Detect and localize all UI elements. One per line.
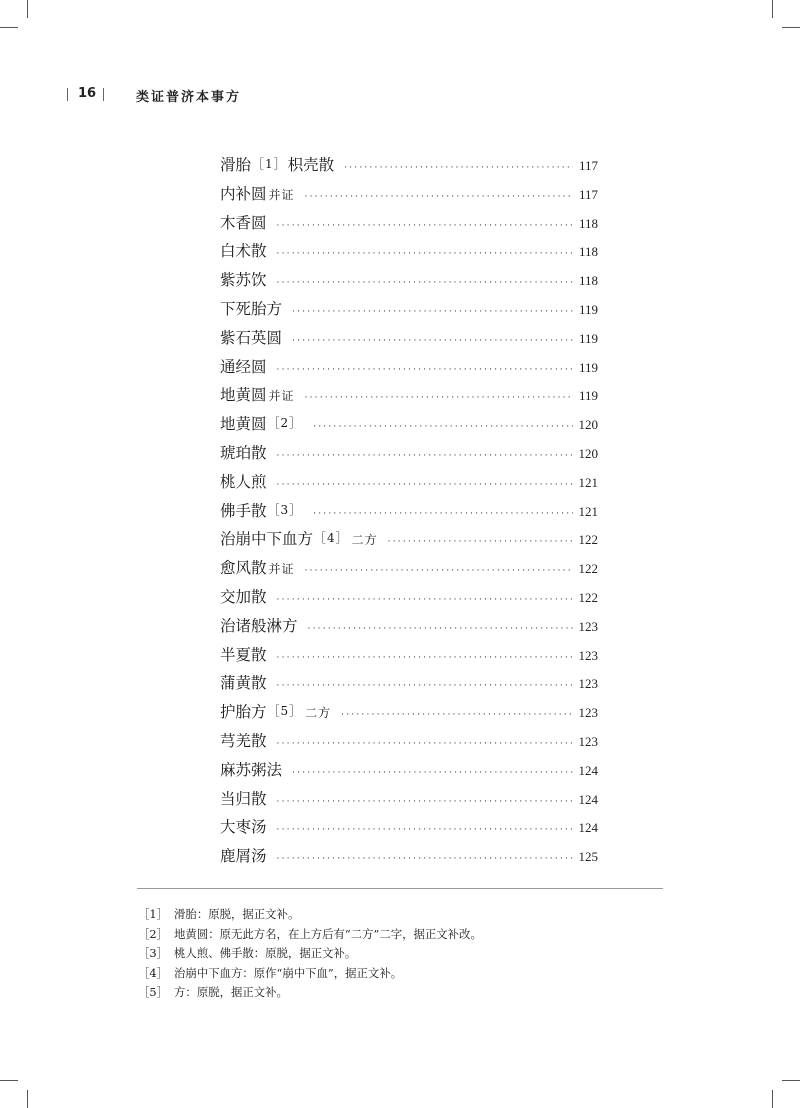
toc-page-number: 117	[578, 158, 598, 173]
toc-entry-title	[220, 326, 282, 348]
toc-title-text: 蒲黄散	[220, 674, 267, 693]
footnote-marker: ［5］	[138, 985, 169, 1000]
dot-leader	[388, 537, 573, 547]
toc-entry-title	[220, 297, 282, 319]
toc-entry-title	[220, 527, 378, 549]
dot-leader	[277, 365, 573, 375]
toc-entry-title	[220, 643, 267, 665]
toc-title-text: 愈风散	[220, 559, 267, 578]
toc-title-text: 紫石英圆	[220, 328, 283, 347]
toc-page-number: 125	[578, 849, 598, 865]
toc-page-number: 124	[578, 820, 598, 836]
toc-entry-title	[220, 268, 267, 290]
header-divider	[103, 88, 104, 101]
toc-entry-title	[220, 412, 303, 434]
toc-entry-title	[220, 671, 267, 693]
dot-leader	[277, 681, 573, 691]
crop-mark	[772, 1090, 773, 1108]
header-divider	[67, 88, 68, 101]
toc-entry-title	[220, 844, 267, 866]
toc-page-number: 124	[578, 762, 598, 778]
toc-page-number: 117	[578, 186, 598, 202]
toc-entry-title	[220, 700, 331, 722]
toc-entry	[220, 355, 598, 384]
toc-page-number: 119	[578, 301, 598, 317]
footnote-marker: ［3］	[138, 946, 169, 961]
toc-page-number: 119	[578, 388, 598, 404]
dot-leader	[277, 221, 573, 231]
toc-page-number: 120	[578, 417, 598, 433]
dot-leader	[292, 307, 573, 317]
toc-page-number: 120	[578, 445, 598, 461]
toc-title-text: 桃人煎	[220, 472, 267, 491]
footnote	[138, 925, 482, 945]
dot-leader	[313, 422, 572, 432]
toc-entry	[220, 499, 598, 528]
toc-page-number: 122	[578, 589, 598, 605]
toc-entry-title	[220, 153, 334, 175]
toc-title-text: 通经圆	[220, 357, 267, 376]
footnote-reference: ［3］	[267, 502, 303, 517]
toc-title-text: 芎羌散	[220, 731, 267, 750]
toc-entry	[220, 614, 598, 643]
toc-page-number: 122	[578, 532, 598, 548]
dot-leader	[308, 624, 573, 634]
toc-title-annotation: 二方	[351, 533, 378, 548]
dot-leader	[277, 653, 573, 663]
toc-page-number: 121	[578, 474, 598, 490]
toc-entry	[220, 585, 598, 614]
footnote-marker: ［4］	[138, 965, 169, 980]
toc-page-number: 118	[578, 244, 598, 260]
toc-page-number: 118	[578, 273, 598, 289]
footnote-reference: ［4］	[314, 531, 349, 546]
toc-title-text: 白术散	[220, 242, 267, 261]
toc-entry-title	[220, 614, 298, 636]
footnote	[138, 983, 482, 1003]
toc-entry-title	[220, 355, 267, 377]
toc-entry-title	[220, 758, 282, 780]
toc-entry	[220, 268, 598, 297]
toc-title-text: 鹿屑汤	[220, 847, 267, 866]
toc-page-number: 118	[578, 215, 598, 231]
toc-title-text: 佛手散	[220, 501, 267, 520]
book-title: 类证普济本事方	[136, 90, 242, 105]
toc-entry-title	[220, 815, 267, 837]
dot-leader	[277, 480, 573, 490]
toc-page-number: 121	[578, 503, 598, 519]
toc-title-text: 紫苏饮	[220, 271, 267, 290]
toc-page-number: 119	[578, 359, 598, 375]
footnote-reference: ［1］	[252, 157, 287, 171]
footnote-marker: ［1］	[138, 907, 169, 921]
footnote	[138, 905, 482, 925]
toc-title-text: 木香圆	[220, 213, 267, 232]
toc-page-number: 119	[578, 330, 598, 346]
toc-title-text: 护胎方	[220, 703, 267, 722]
toc-title-annotation: 并证	[268, 389, 295, 404]
toc-entry	[220, 815, 598, 844]
crop-mark	[27, 0, 28, 18]
toc-entry	[220, 211, 598, 240]
toc-title-text: 地黄圆	[220, 386, 267, 405]
toc-page-number: 123	[578, 647, 598, 663]
footnote-text: 桃人煎、佛手散：原脱，据正文补。	[174, 946, 357, 961]
dot-leader	[341, 710, 572, 720]
toc-page-number: 123	[578, 676, 598, 692]
toc-entry	[220, 700, 598, 729]
toc-entry-title	[220, 499, 303, 521]
toc-entry	[220, 326, 598, 355]
dot-leader	[292, 768, 572, 778]
toc-title-text: 大枣汤	[220, 818, 267, 837]
toc-entry	[220, 643, 598, 672]
toc-entry	[220, 441, 598, 470]
toc-entry	[220, 297, 598, 326]
toc-title-text: 麻苏粥法	[220, 760, 283, 779]
dot-leader	[277, 278, 573, 288]
footnote-reference: ［2］	[267, 416, 303, 431]
toc-entry-title	[220, 383, 295, 405]
footnote-text: 滑胎：原脱，据正文补。	[174, 907, 300, 921]
dot-leader	[277, 451, 573, 461]
toc-entry	[220, 383, 598, 412]
dot-leader	[277, 854, 573, 864]
crop-mark	[0, 27, 18, 28]
toc-entry-title	[220, 182, 295, 204]
toc-entry-title	[220, 239, 267, 261]
footnote-reference: ［5］	[267, 704, 303, 719]
toc-entry-title	[220, 729, 267, 751]
dot-leader	[277, 249, 573, 259]
toc-entry	[220, 527, 598, 556]
toc-entry	[220, 470, 598, 499]
dot-leader	[313, 509, 572, 519]
toc-entry-title	[220, 441, 267, 463]
toc-page-number: 123	[578, 733, 598, 749]
dot-leader	[277, 739, 573, 749]
footnote-marker: ［2］	[138, 926, 169, 941]
toc-title-text: 交加散	[220, 587, 267, 606]
footnote-text: 方：原脱，据正文补。	[174, 985, 288, 1000]
toc-entry-title	[220, 556, 295, 578]
dot-leader	[277, 595, 573, 605]
toc-entry	[220, 412, 598, 441]
footnote-rule	[137, 888, 663, 889]
footnote-text: 地黄圆：原无此方名，在上方后有“二方”二字，据正文补改。	[174, 926, 482, 941]
toc-title-continuation: 枳壳散	[287, 156, 335, 174]
footnote	[138, 944, 482, 964]
dot-leader	[344, 163, 573, 173]
toc-page-number: 123	[578, 705, 598, 721]
toc-title-text: 治诸般淋方	[220, 616, 298, 635]
toc-list	[220, 153, 598, 873]
toc-entry	[220, 239, 598, 268]
crop-mark	[27, 1090, 28, 1108]
dot-leader	[277, 797, 573, 807]
dot-leader	[305, 192, 573, 202]
toc-entry	[220, 758, 598, 787]
toc-entry-title	[220, 211, 267, 233]
toc-title-text: 滑胎	[220, 156, 252, 174]
toc-title-text: 内补圆	[220, 184, 267, 203]
toc-title-annotation: 并证	[268, 187, 295, 202]
toc-title-text: 治崩中下血方	[220, 530, 314, 549]
toc-title-text: 当归散	[220, 789, 267, 808]
toc-entry	[220, 671, 598, 700]
toc-entry-title	[220, 585, 267, 607]
dot-leader	[305, 393, 573, 403]
toc-entry	[220, 182, 598, 211]
dot-leader	[292, 336, 573, 346]
toc-title-text: 半夏散	[220, 645, 267, 664]
page-number: 16	[78, 86, 97, 101]
toc-page-number: 124	[578, 791, 598, 807]
toc-entry	[220, 153, 598, 182]
toc-title-text: 地黄圆	[220, 415, 267, 434]
toc-entry	[220, 556, 598, 585]
footnotes	[138, 905, 482, 1003]
dot-leader	[305, 566, 573, 576]
crop-mark	[782, 1080, 800, 1081]
toc-title-text: 下死胎方	[220, 299, 283, 318]
footnote	[138, 964, 482, 984]
toc-entry-title	[220, 470, 267, 492]
crop-mark	[772, 0, 773, 18]
crop-mark	[0, 1080, 18, 1081]
toc-entry	[220, 729, 598, 758]
toc-entry	[220, 787, 598, 816]
toc-entry-title	[220, 787, 267, 809]
toc-page-number: 122	[578, 561, 598, 577]
toc-title-text: 琥珀散	[220, 443, 267, 462]
crop-mark	[782, 27, 800, 28]
toc-title-annotation: 二方	[305, 706, 332, 721]
footnote-text: 治崩中下血方：原作“崩中下血”，据正文补。	[174, 965, 403, 980]
dot-leader	[277, 825, 573, 835]
toc-entry	[220, 844, 598, 873]
toc-title-annotation: 并证	[268, 562, 295, 577]
toc-page-number: 123	[578, 618, 598, 634]
